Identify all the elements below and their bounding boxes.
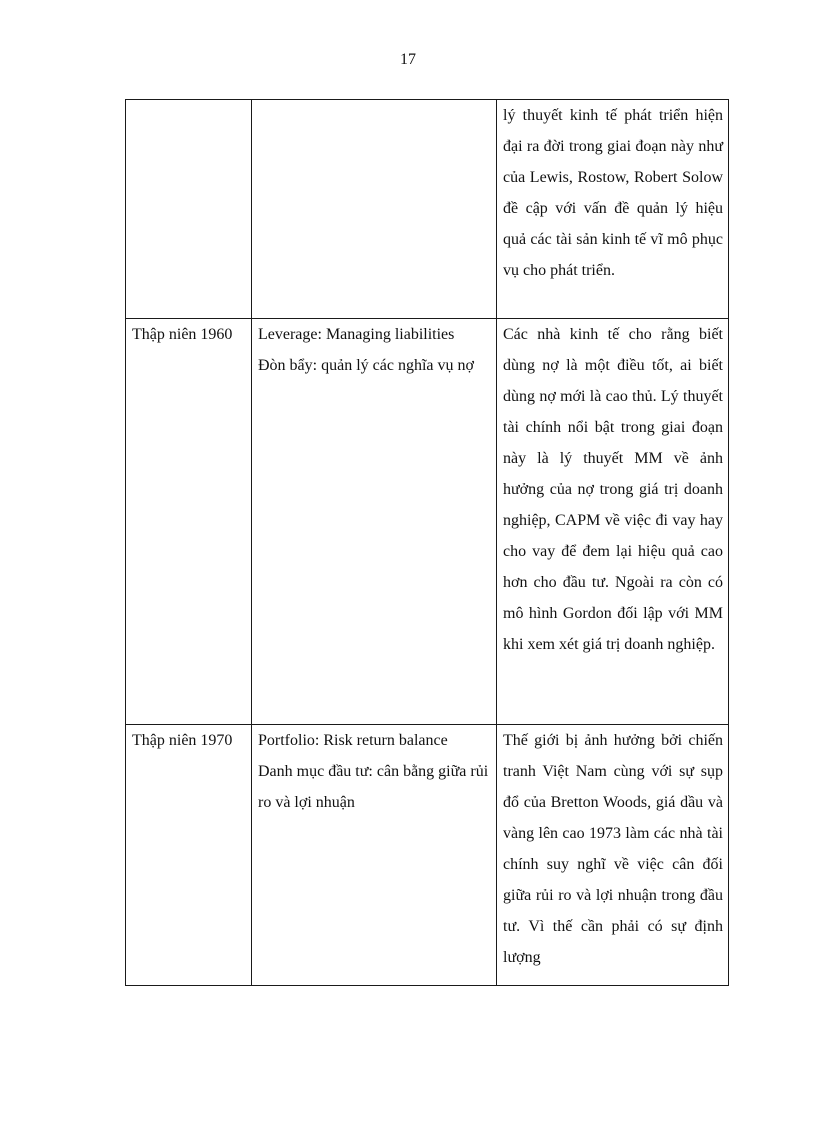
period-text: Thập niên 1970 — [132, 732, 233, 749]
table-row — [126, 100, 729, 319]
period-cell — [126, 319, 252, 725]
theme-cell — [252, 725, 497, 986]
description-text: lý thuyết kinh tế phát triển hiện đại ra đời trong giai đoạn này như của Lewis, Rostow, Robert Solow đề cập với vấn đề quản lý hiệu quả các tài sản kinh tế vĩ mô phục vụ cho phát triển. — [503, 107, 723, 279]
period-cell — [126, 725, 252, 986]
theme-cell — [252, 100, 497, 319]
period-cell — [126, 100, 252, 319]
description-text: Các nhà kinh tế cho rằng biết dùng nợ là một điều tốt, ai biết dùng nợ mới là cao thủ. Lý thuyết tài chính nổi bật trong giai đoạn này là lý thuyết MM về ảnh hưởng của nợ trong giá trị doanh nghiệp, CAPM về việc đi vay hay cho vay để đem lại hiệu quả cao hơn cho đầu tư. Ngoài ra còn có mô hình Gordon đối lập với MM khi xem xét giá trị doanh nghiệp. — [503, 326, 723, 653]
description-cell — [497, 725, 729, 986]
theme-english: Portfolio: Risk return balance — [258, 732, 448, 749]
table-row — [126, 319, 729, 725]
finance-eras-table — [125, 99, 729, 986]
theme-vietnamese: Danh mục đầu tư: cân bằng giữa rủi ro và lợi nhuận — [258, 763, 489, 811]
theme-english: Leverage: Managing liabilities — [258, 326, 455, 343]
page-number: 17 — [400, 51, 416, 68]
description-cell — [497, 100, 729, 319]
description-cell — [497, 319, 729, 725]
period-text: Thập niên 1960 — [132, 326, 233, 343]
table-row — [126, 725, 729, 986]
theme-vietnamese: Đòn bẩy: quản lý các nghĩa vụ nợ — [258, 357, 474, 374]
theme-cell — [252, 319, 497, 725]
description-text: Thế giới bị ảnh hưởng bởi chiến tranh Việt Nam cùng với sự sụp đổ của Bretton Woods, giá dầu và vàng lên cao 1973 làm các nhà tài chính suy nghĩ về việc cân đối giữa rủi ro và lợi nhuận trong đầu tư. Vì thế cần phải có sự định lượng — [503, 732, 723, 966]
